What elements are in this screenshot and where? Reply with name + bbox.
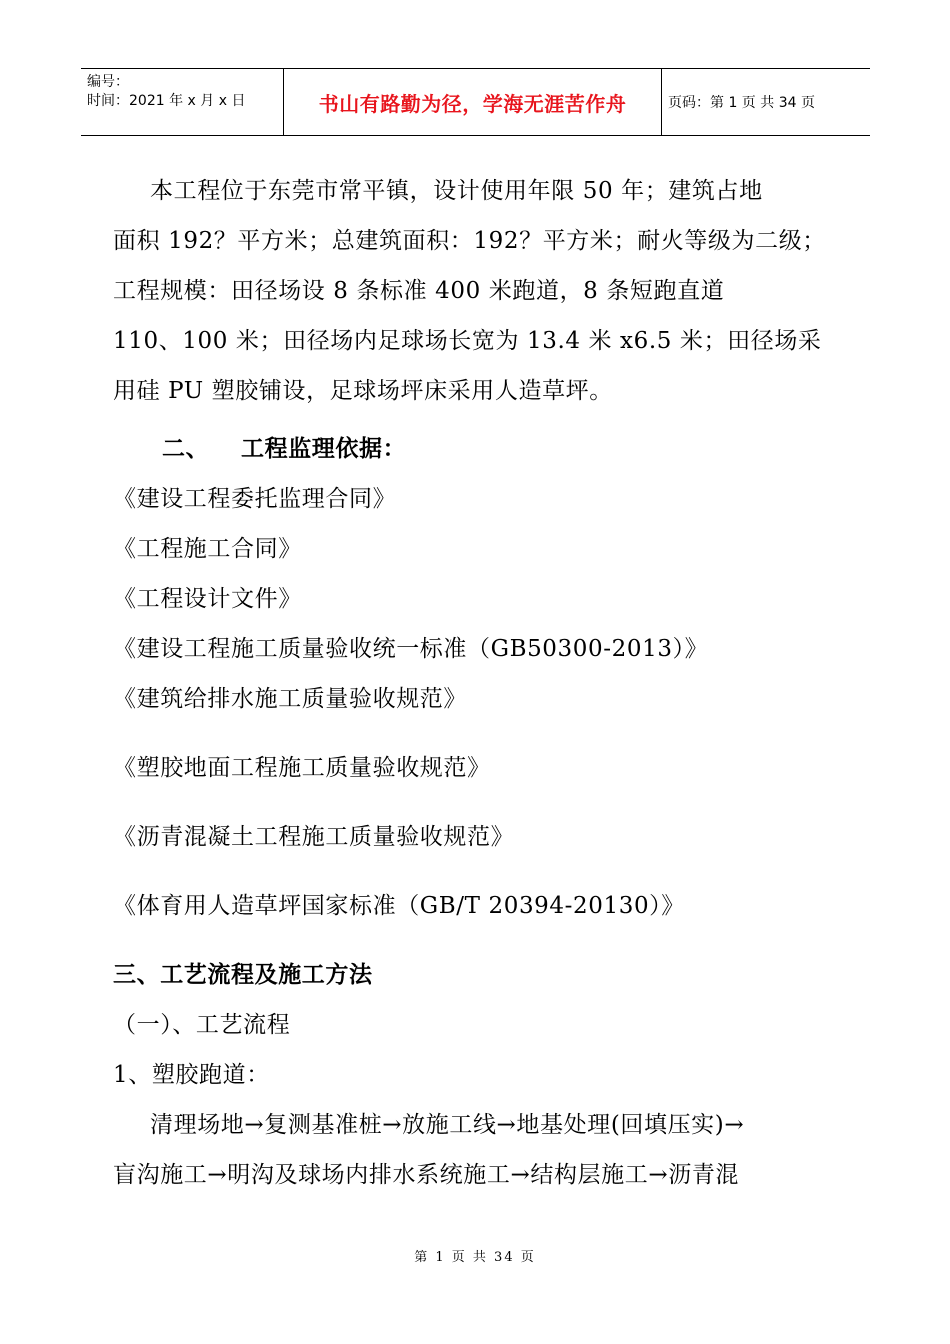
header-number-label: 编号： — [87, 74, 129, 90]
basis-item: 《体育用人造草坪国家标准（GB/T 20394-20130）》 — [113, 893, 685, 919]
header-motto: 书山有路勤为径，学海无涯苦作舟 — [283, 69, 662, 135]
paragraph-line: 工程规模：田径场设 8 条标准 400 米跑道，8 条短跑直道 — [113, 278, 725, 304]
basis-item: 《沥青混凝土工程施工质量验收规范》 — [113, 824, 515, 850]
paragraph-line: 面积 192？平方米；总建筑面积：192？平方米；耐火等级为二级； — [113, 228, 826, 254]
header-page-info: 页码：第 1 页 共 34 页 — [668, 95, 815, 111]
basis-item: 《建设工程施工质量验收统一标准（GB50300-2013）》 — [113, 636, 709, 662]
section-heading-number: 二、 — [162, 436, 210, 462]
paragraph-line: 清理场地→复测基准桩→放施工线→地基处理(回填压实)→ — [150, 1112, 745, 1138]
paragraph-line: 本工程位于东莞市常平镇，设计使用年限 50 年；建筑占地 — [150, 178, 763, 204]
paragraph-line: 用硅 PU 塑胶铺设，足球场坪床采用人造草坪。 — [113, 378, 613, 404]
list-item-heading: 1、塑胶跑道： — [113, 1062, 270, 1088]
header-time-label: 时间：2021 年 x 月 x 日 — [87, 93, 246, 109]
paragraph-line: 110、100 米；田径场内足球场长宽为 13.4 米 x6.5 米；田径场采 — [113, 328, 822, 354]
document-header — [81, 68, 870, 136]
page-footer: 第 1 页 共 34 页 — [414, 1250, 536, 1265]
section-heading: 工程监理依据： — [241, 436, 407, 462]
basis-item: 《工程施工合同》 — [113, 536, 302, 562]
basis-item: 《塑胶地面工程施工质量验收规范》 — [113, 755, 491, 781]
header-meta-cell — [81, 69, 283, 135]
basis-item: 《建设工程委托监理合同》 — [113, 486, 397, 512]
paragraph-line: 盲沟施工→明沟及球场内排水系统施工→结构层施工→沥青混 — [113, 1162, 740, 1188]
subsection-heading: （一）、工艺流程 — [113, 1012, 291, 1038]
section-heading: 三、工艺流程及施工方法 — [113, 962, 373, 988]
basis-item: 《工程设计文件》 — [113, 586, 302, 612]
basis-item: 《建筑给排水施工质量验收规范》 — [113, 686, 467, 712]
